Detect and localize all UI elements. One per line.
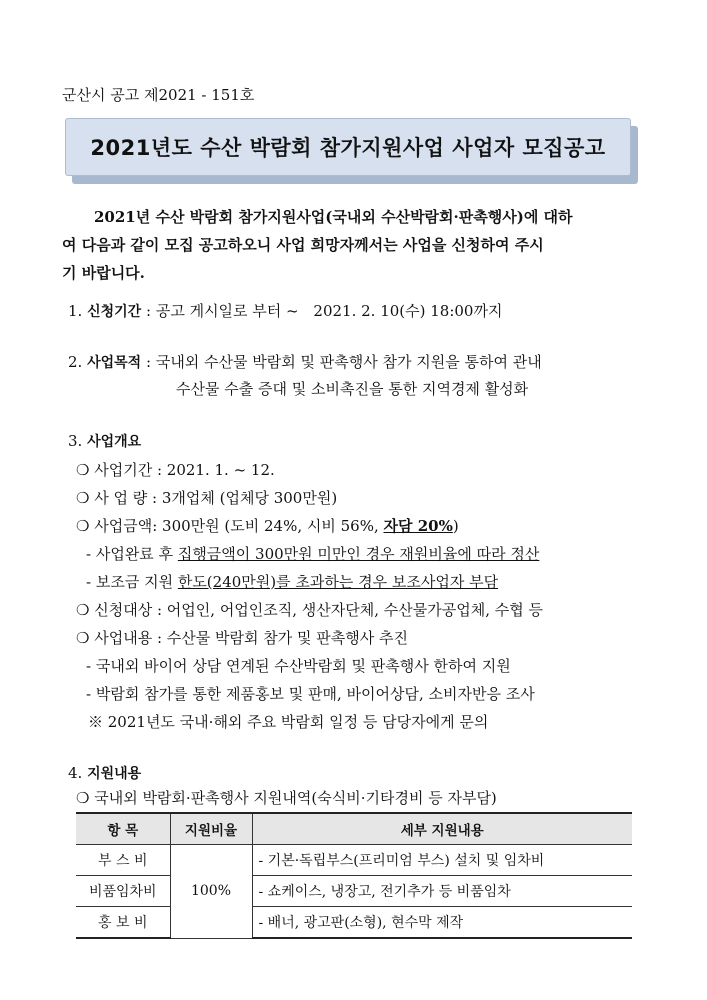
deadline-date: 2021. 2. 10(수) 18:00까지 xyxy=(313,302,503,320)
overview-note-settlement: - 사업완료 후 집행금액이 300만원 미만인 경우 재원비율에 따라 정산 xyxy=(86,545,540,563)
bullet-icon: ❍ xyxy=(76,601,90,619)
overview-period: ❍ 사업기간 : 2021. 1. ~ 12. xyxy=(76,461,275,479)
row-item: 홍 보 비 xyxy=(76,907,170,939)
section-application-period xyxy=(68,300,502,321)
section-number: 1. xyxy=(68,302,83,320)
row-detail: - 기본·독립부스(프리미엄 부스) 설치 및 임차비 xyxy=(252,845,632,876)
overview-note-limit: - 보조금 지원 한도(240만원)를 초과하는 경우 보조사업자 부담 xyxy=(86,573,499,591)
purpose-line-1: 국내외 수산물 박람회 및 판촉행사 참가 지원을 통하여 관내 xyxy=(155,353,542,371)
bullet-icon: ❍ xyxy=(76,629,90,647)
table-row xyxy=(76,876,632,907)
table-row xyxy=(76,845,632,876)
page-title: 2021년도 수산 박람회 참가지원사업 사업자 모집공고 xyxy=(90,136,606,160)
col-header-item: 항 목 xyxy=(76,813,170,845)
overview-volume: ❍ 사 업 량 : 3개업체 (업체당 300만원) xyxy=(76,489,338,507)
support-table xyxy=(76,812,632,939)
table-row xyxy=(76,907,632,939)
overview-note-promotion: - 박람회 참가를 통한 제품홍보 및 판매, 바이어상담, 소비자반응 조사 xyxy=(86,685,535,703)
notice-number: 군산시 공고 제2021 - 151호 xyxy=(62,86,255,104)
section-colon: : xyxy=(145,302,152,320)
self-pay-share: 자담 20% xyxy=(383,517,453,535)
section-number: 3. xyxy=(68,432,83,450)
table-header-row xyxy=(76,813,632,845)
section-heading: 사업개요 xyxy=(87,434,142,450)
section-number: 4. xyxy=(68,764,83,782)
title-box xyxy=(65,118,631,176)
section-number: 2. xyxy=(68,353,83,371)
row-item: 비품임차비 xyxy=(76,876,170,907)
support-ratio: 100% xyxy=(170,845,252,939)
row-detail: - 배너, 광고판(소형), 현수막 제작 xyxy=(252,907,632,939)
support-subtitle: ❍ 국내외 박람회·판촉행사 지원내역(숙식비·기타경비 등 자부담) xyxy=(76,789,497,807)
row-detail: - 쇼케이스, 냉장고, 전기추가 등 비품임차 xyxy=(252,876,632,907)
overview-content: ❍ 사업내용 : 수산물 박람회 참가 및 판촉행사 추진 xyxy=(76,629,408,647)
row-item: 부 스 비 xyxy=(76,845,170,876)
intro-line-3: 기 바랍니다. xyxy=(62,264,145,282)
section-support xyxy=(68,763,141,783)
period-text: 공고 게시일로 부터 ~ xyxy=(155,302,299,320)
section-heading: 사업목적 xyxy=(87,355,142,371)
section-heading: 신청기간 xyxy=(87,304,142,320)
col-header-detail: 세부 지원내용 xyxy=(252,813,632,845)
section-purpose xyxy=(68,351,542,372)
section-colon: : xyxy=(145,353,152,371)
bullet-icon: ❍ xyxy=(76,517,90,535)
section-heading: 지원내용 xyxy=(87,766,142,782)
intro-line-2: 여 다음과 같이 모집 공고하오니 사업 희망자께서는 사업을 신청하여 주시 xyxy=(62,236,544,254)
col-header-ratio: 지원비율 xyxy=(170,813,252,845)
intro-line-1: 2021년 수산 박람회 참가지원사업(국내외 수산박람회·판촉행사)에 대하 xyxy=(94,208,573,226)
overview-note-inquiry: ※ 2021년도 국내·해외 주요 박람회 일정 등 담당자에게 문의 xyxy=(88,713,489,731)
overview-amount: ❍ 사업금액: 300만원 (도비 24%, 시비 56%, 자담 20%) xyxy=(76,517,459,535)
purpose-line-2: 수산물 수출 증대 및 소비촉진을 통한 지역경제 활성화 xyxy=(176,380,529,398)
section-overview xyxy=(68,431,141,451)
bullet-icon: ❍ xyxy=(76,489,90,507)
overview-target: ❍ 신청대상 : 어업인, 어업인조직, 생산자단체, 수산물가공업체, 수협 등 xyxy=(76,601,543,619)
overview-note-buyer: - 국내외 바이어 상담 연계된 수산박람회 및 판촉행사 한하여 지원 xyxy=(86,657,511,675)
bullet-icon: ❍ xyxy=(76,461,90,479)
